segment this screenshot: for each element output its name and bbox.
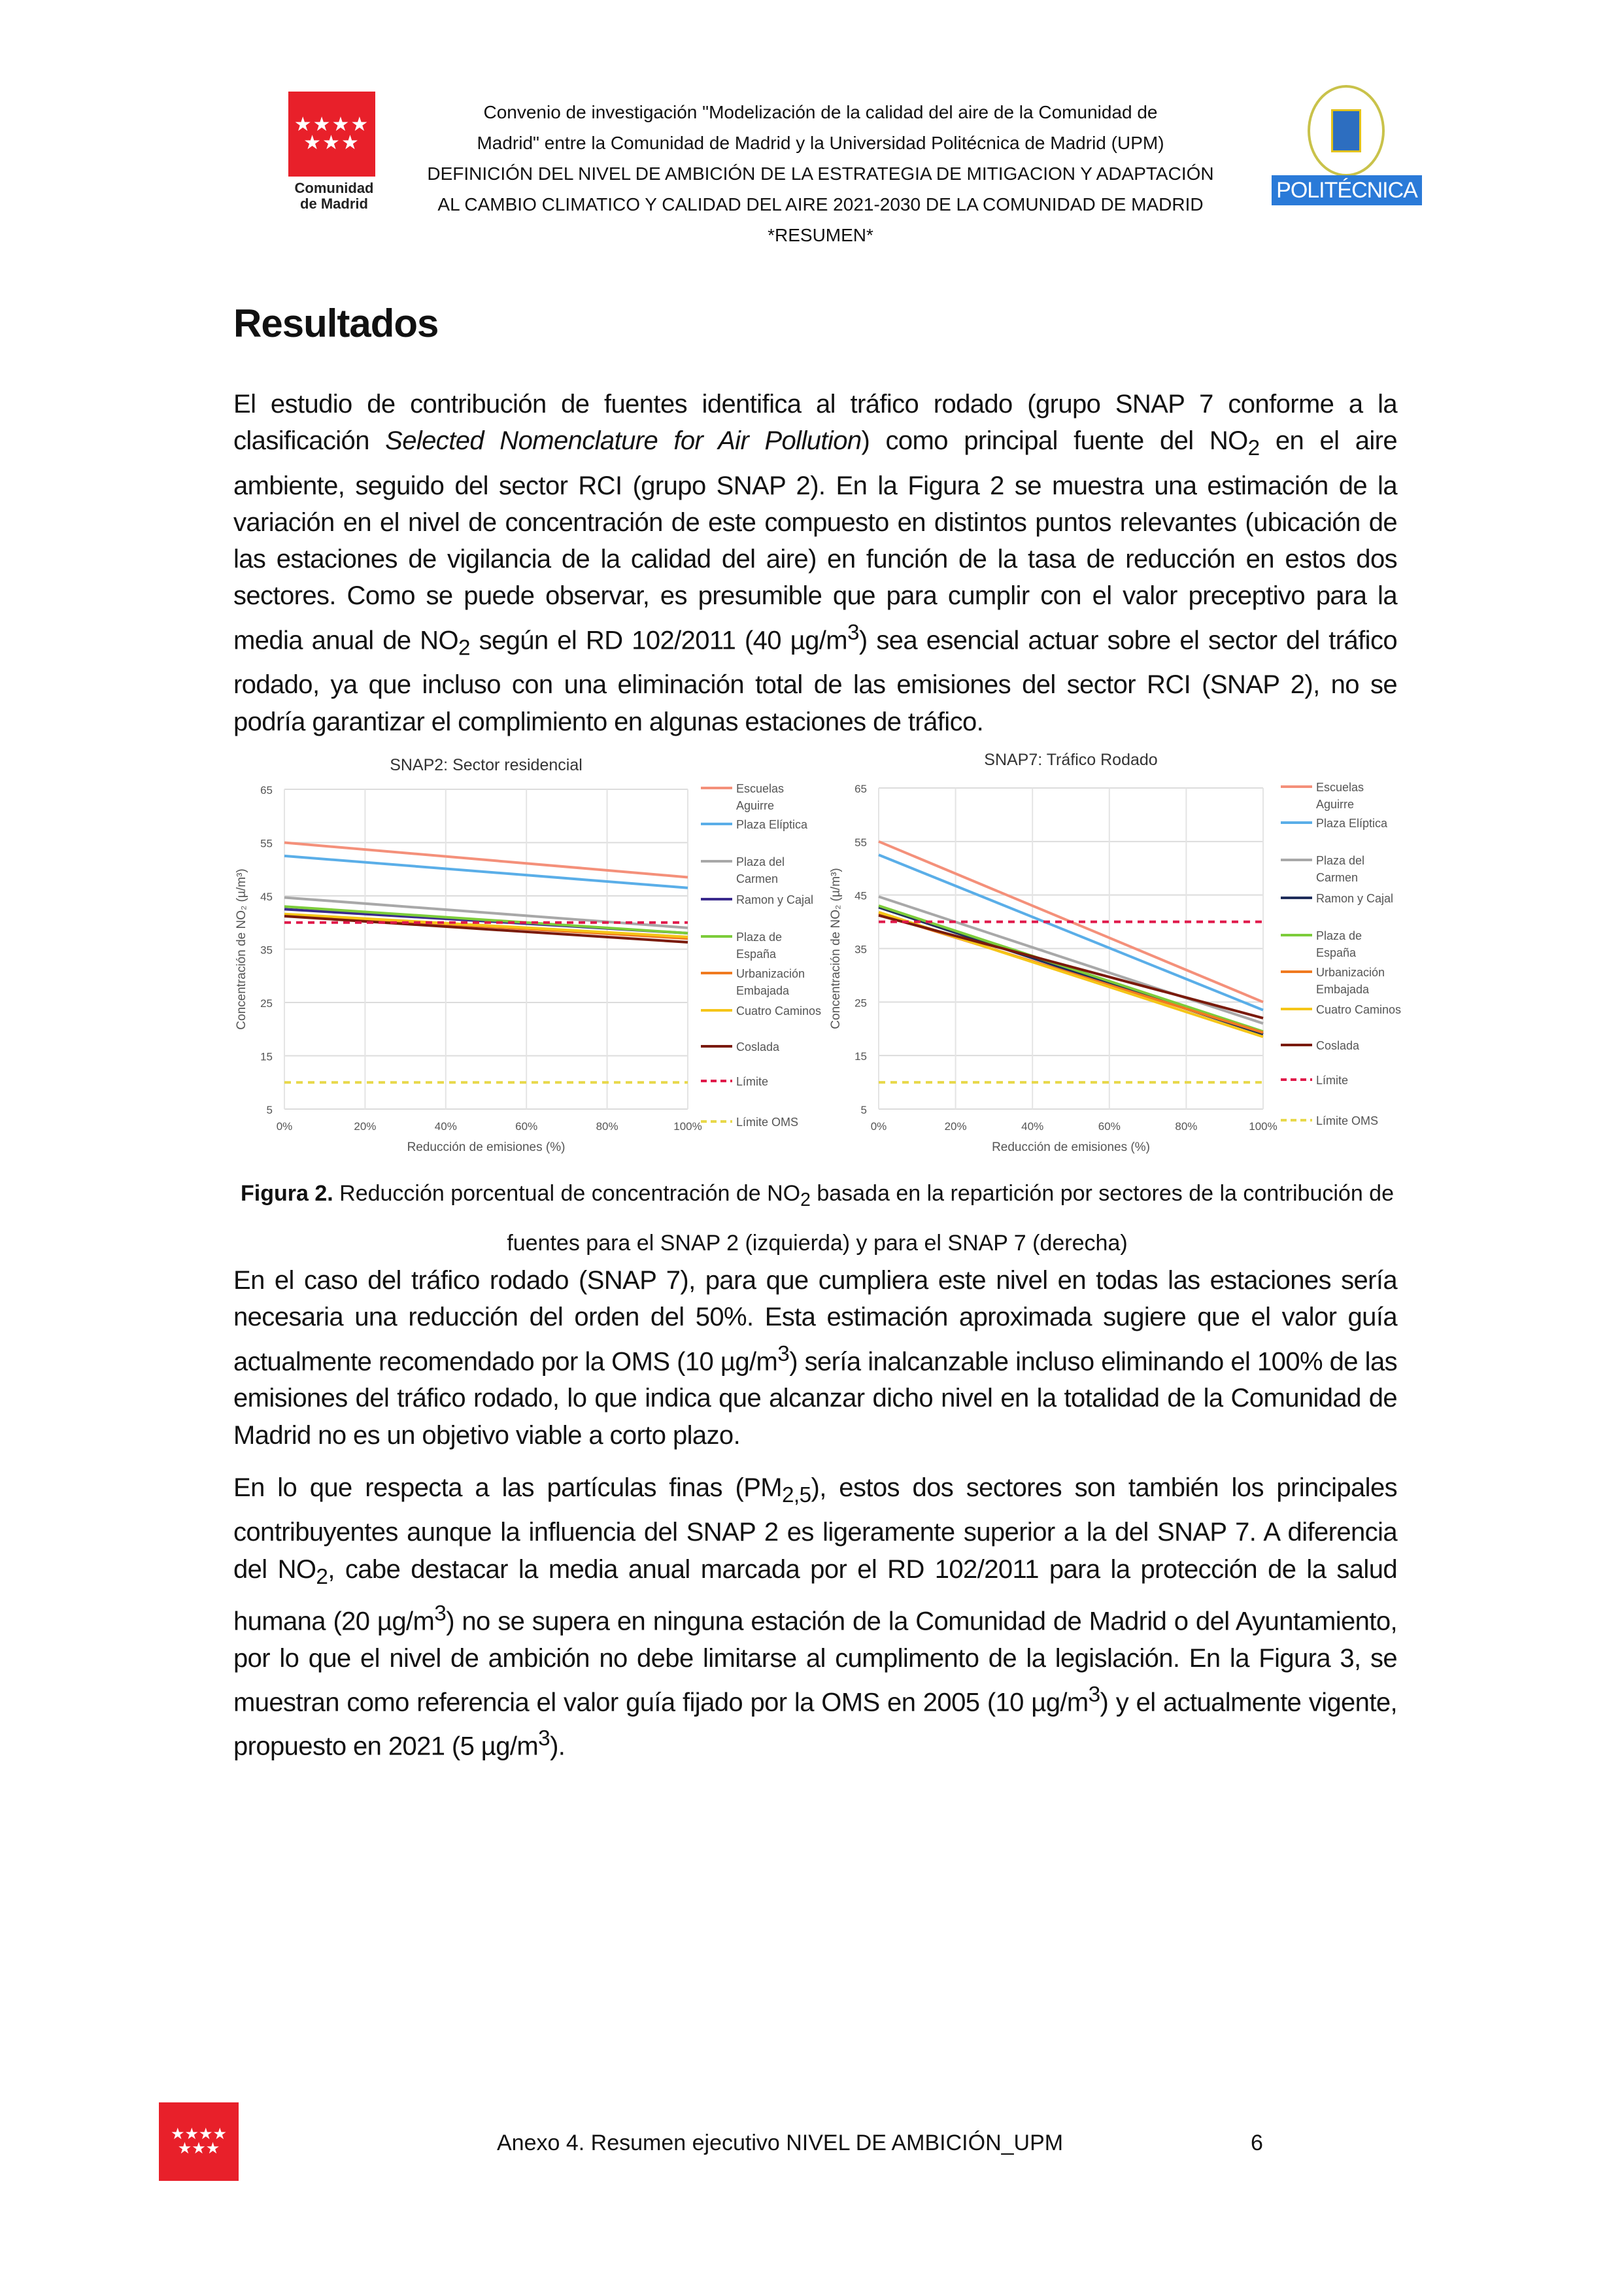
text-italic: Selected Nomenclature for Air Pollution: [385, 426, 862, 456]
comunidad-madrid-logo-text: Comunidad de Madrid: [294, 180, 374, 212]
text: , cabe destacar la media anual marcada por el RD 102/2011 para la protección de la salud humana (20 µg/m: [233, 1554, 1397, 1636]
legend-label: Carmen: [1316, 871, 1359, 884]
legend-label: Escuelas: [736, 782, 785, 795]
legend-label: Urbanización: [736, 967, 805, 980]
x-tick-label: 60%: [1098, 1120, 1121, 1133]
y-axis-label: Concentración de NO₂ (µ/m³): [235, 868, 248, 1030]
subscript: 2: [316, 1564, 328, 1589]
text: ) no se supera en ninguna estación de la Comunidad de Madrid o del Ayuntamiento, por lo que el nivel de ambición no debe limitarse al cumplimento de la legislación. En la Figura 3, se muestran como referencia el valor guía fijado por la OMS en 2005 (10 µg/m: [233, 1607, 1397, 1717]
page-number: 6: [1251, 2131, 1263, 2155]
legend-label: Plaza Elíptica: [736, 818, 808, 831]
x-tick-label: 40%: [1021, 1120, 1044, 1133]
x-tick-label: 40%: [434, 1120, 457, 1133]
subscript: 2: [800, 1189, 811, 1210]
text: según el RD 102/2011 (40 µg/m: [469, 626, 847, 655]
y-tick-label: 45: [260, 891, 273, 903]
upm-logo-text: POLITÉCNICA: [1272, 175, 1422, 205]
logo-stars: ★★★: [177, 2140, 220, 2157]
x-tick-label: 100%: [673, 1120, 702, 1133]
section-title: Resultados: [233, 301, 439, 345]
y-tick-label: 65: [854, 783, 867, 795]
legend-label: Plaza de: [1316, 929, 1362, 942]
series-line: [879, 897, 1263, 1023]
legend-label: Escuelas: [1316, 781, 1364, 794]
header-line: DEFINICIÓN DEL NIVEL DE AMBICIÓN DE LA ESTRATEGIA DE MITIGACION Y ADAPTACIÓN: [427, 163, 1214, 184]
y-tick-label: 65: [260, 784, 273, 796]
y-tick-label: 15: [260, 1050, 273, 1063]
legend-label: Plaza del: [736, 855, 785, 868]
text: ) sea esencial actuar sobre el sector del tráfico rodado, ya que incluso con una eliminación total de las emisiones del sector RCI (SNAP 2), no se podría garantizar el complimiento en algunas estaciones de tráfico.: [233, 626, 1397, 736]
x-tick-label: 0%: [870, 1120, 887, 1133]
x-axis-label: Reducción de emisiones (%): [407, 1140, 566, 1154]
y-tick-label: 5: [860, 1104, 867, 1116]
legend-label: Plaza de: [736, 931, 783, 944]
superscript: 3: [1088, 1682, 1100, 1707]
text: ) y el actualmente vigente, propuesto en 2021 (5 µg/m: [233, 1688, 1397, 1761]
header-line: Convenio de investigación "Modelización de la calidad del aire de la Comunidad de: [483, 102, 1158, 122]
chart-title: SNAP2: Sector residencial: [390, 756, 583, 774]
legend-label: Embajada: [736, 984, 790, 997]
subscript: 2: [1247, 436, 1260, 461]
caption-label: Figura 2.: [240, 1181, 333, 1206]
series-line: [284, 914, 688, 937]
superscript: 3: [538, 1726, 550, 1751]
series-line: [879, 906, 1263, 1031]
header-line: Madrid" entre la Comunidad de Madrid y la Universidad Politécnica de Madrid (UPM): [477, 133, 1164, 153]
x-tick-label: 20%: [354, 1120, 377, 1133]
x-tick-label: 100%: [1249, 1120, 1277, 1133]
subscript: 2: [458, 636, 470, 660]
legend-label: Límite: [736, 1075, 769, 1088]
x-axis-label: Reducción de emisiones (%): [992, 1140, 1150, 1154]
x-tick-label: 80%: [1175, 1120, 1198, 1133]
header-line: AL CAMBIO CLIMATICO Y CALIDAD DEL AIRE 2021-2030 DE LA COMUNIDAD DE MADRID: [437, 194, 1204, 214]
legend-label: España: [736, 948, 777, 961]
comunidad-madrid-logo: [288, 92, 375, 177]
document-header: [405, 97, 1236, 250]
upm-seal-icon: [1308, 85, 1385, 177]
text: ) como principal fuente del NO: [861, 426, 1248, 456]
text: En el caso del tráfico rodado (SNAP 7), para que cumpliera este nivel en todas las estaciones sería necesaria una reducción del orden del 50%. Esta estimación aproximada sugiere que el valor guía actualmente recomendado por la OMS (10 µg/m: [233, 1266, 1397, 1376]
legend-label: Ramon y Cajal: [736, 893, 814, 906]
figure-2-charts: [222, 745, 1464, 1164]
text: ) sería inalcanzable incluso eliminando el 100% de las emisiones del tráfico rodado, lo que indica que alcanzar dicho nivel en la totalidad de la Comunidad de Madrid no es un objetivo viable a corto plazo.: [233, 1346, 1398, 1450]
y-tick-label: 15: [854, 1050, 867, 1063]
legend-label: Embajada: [1316, 983, 1370, 996]
legend-label: Ramon y Cajal: [1316, 892, 1394, 905]
legend-label: Cuatro Caminos: [1316, 1003, 1402, 1016]
x-tick-label: 60%: [515, 1120, 538, 1133]
legend-label: Carmen: [736, 872, 779, 885]
legend-label: Límite: [1316, 1074, 1349, 1087]
legend-label: Cuatro Caminos: [736, 1004, 822, 1018]
logo-stars: ★★★★: [294, 114, 370, 135]
legend-label: Urbanización: [1316, 966, 1385, 979]
legend-label: Plaza del: [1316, 854, 1365, 867]
y-tick-label: 35: [260, 944, 273, 957]
y-tick-label: 25: [854, 997, 867, 1010]
y-tick-label: 25: [260, 997, 273, 1010]
x-tick-label: 80%: [596, 1120, 618, 1133]
paragraph-2: [233, 1262, 1397, 1454]
paragraph-3: [233, 1469, 1397, 1765]
text: Reducción porcentual de concentración de NO: [333, 1181, 801, 1206]
legend-label: Aguirre: [736, 799, 775, 812]
legend-label: Aguirre: [1316, 798, 1355, 811]
subscript: 2,5: [782, 1483, 811, 1507]
y-tick-label: 5: [266, 1104, 273, 1116]
chart-title: SNAP7: Tráfico Rodado: [984, 751, 1158, 769]
legend-label: Límite OMS: [736, 1116, 799, 1129]
legend-label: Coslada: [1316, 1039, 1360, 1052]
legend-label: Límite OMS: [1316, 1114, 1379, 1127]
superscript: 3: [777, 1341, 790, 1366]
y-tick-label: 55: [854, 836, 867, 849]
x-tick-label: 20%: [944, 1120, 967, 1133]
legend-label: Plaza Elíptica: [1316, 817, 1388, 830]
legend-label: España: [1316, 946, 1357, 959]
y-axis-label: Concentración de NO₂ (µ/m³): [829, 868, 843, 1029]
paragraph-1: [233, 386, 1397, 740]
superscript: 3: [847, 620, 859, 645]
text: basada en la repartición por sectores de la contribución de fuentes para el SNAP 2 (izquierda) y para el SNAP 7 (derecha): [507, 1181, 1394, 1256]
logo-stars: ★★★★: [170, 2125, 228, 2143]
header-line: *RESUMEN*: [768, 225, 873, 245]
footer-logo: [159, 2102, 239, 2181]
text: En lo que respecta a las partículas finas (PM: [233, 1473, 782, 1502]
x-tick-label: 0%: [276, 1120, 293, 1133]
figure-caption: [216, 1172, 1419, 1265]
footer-text: Anexo 4. Resumen ejecutivo NIVEL DE AMBICIÓN_UPM: [497, 2131, 1064, 2155]
text: ).: [550, 1732, 566, 1761]
text: en el aire ambiente, seguido del sector RCI (grupo SNAP 2). En la Figura 2 se muestra una estimación de la variación en el nivel de concentración de este compuesto en distintos puntos relevantes (ubicación de las estaciones de vigilancia de la calidad del aire) en función de la tasa de reducción en estos dos sectores. Como se puede observar, es presumible que para cumplir con el valor preceptivo para la media anual de NO: [233, 426, 1397, 655]
y-tick-label: 35: [854, 943, 867, 956]
y-tick-label: 55: [260, 837, 273, 850]
text: ), estos dos sectores son también los principales contribuyentes aunque la influencia del SNAP 2 es ligeramente superior a la del SNAP 7. A diferencia del NO: [233, 1473, 1397, 1584]
y-tick-label: 45: [854, 889, 867, 902]
logo-stars: ★★★: [303, 132, 360, 154]
superscript: 3: [434, 1601, 447, 1626]
legend-label: Coslada: [736, 1040, 780, 1053]
text: El estudio de contribución de fuentes identifica al tráfico rodado (grupo SNAP 7 conforme a la clasificación: [233, 390, 1397, 456]
